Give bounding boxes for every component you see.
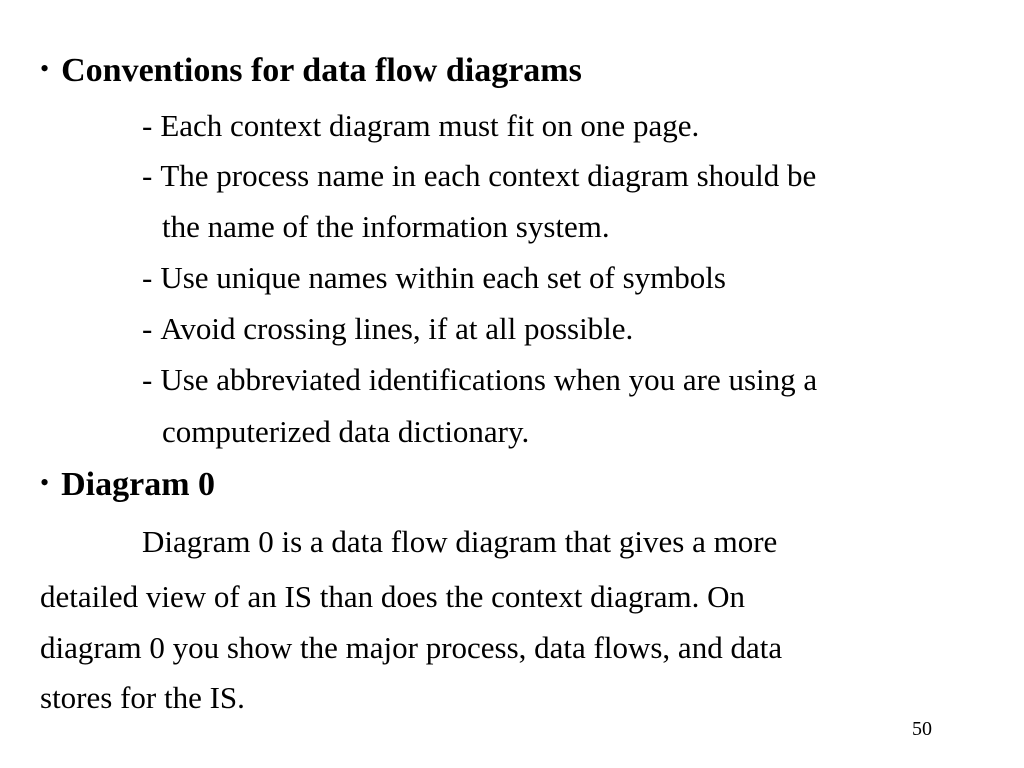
list-item	[142, 108, 699, 144]
dash-marker: -	[142, 260, 153, 295]
dash-marker: -	[142, 311, 153, 346]
section-heading-conventions	[40, 52, 582, 90]
list-item-text: Each context diagram must fit on one page.	[160, 108, 700, 143]
paragraph-line: detailed view of an IS than does the context diagram. On	[40, 579, 746, 614]
dash-marker: -	[142, 158, 153, 193]
bullet-icon: •	[40, 54, 50, 83]
dash-marker: -	[142, 108, 153, 143]
paragraph-line: stores for the IS.	[40, 680, 245, 715]
section-heading-diagram-0	[40, 466, 215, 504]
dash-marker: -	[142, 362, 153, 397]
paragraph-line: Diagram 0 is a data flow diagram that gives a more	[142, 524, 778, 559]
bullet-icon: •	[40, 468, 50, 497]
heading-text: Diagram 0	[61, 466, 216, 503]
list-item-continuation: computerized data dictionary.	[162, 414, 530, 449]
list-item-text: The process name in each context diagram should be	[160, 158, 817, 193]
list-item-text: Use abbreviated identifications when you are using a	[160, 362, 818, 397]
list-item	[142, 362, 817, 398]
list-item	[142, 158, 816, 194]
list-item	[142, 260, 726, 296]
list-item	[142, 311, 633, 347]
list-item-text: Use unique names within each set of symbols	[160, 260, 726, 295]
list-item-continuation: the name of the information system.	[162, 209, 610, 244]
list-item-text: Avoid crossing lines, if at all possible.	[160, 311, 634, 346]
paragraph-line: diagram 0 you show the major process, data flows, and data	[40, 630, 783, 665]
page-number: 50	[912, 718, 932, 740]
heading-text: Conventions for data flow diagrams	[61, 52, 582, 89]
